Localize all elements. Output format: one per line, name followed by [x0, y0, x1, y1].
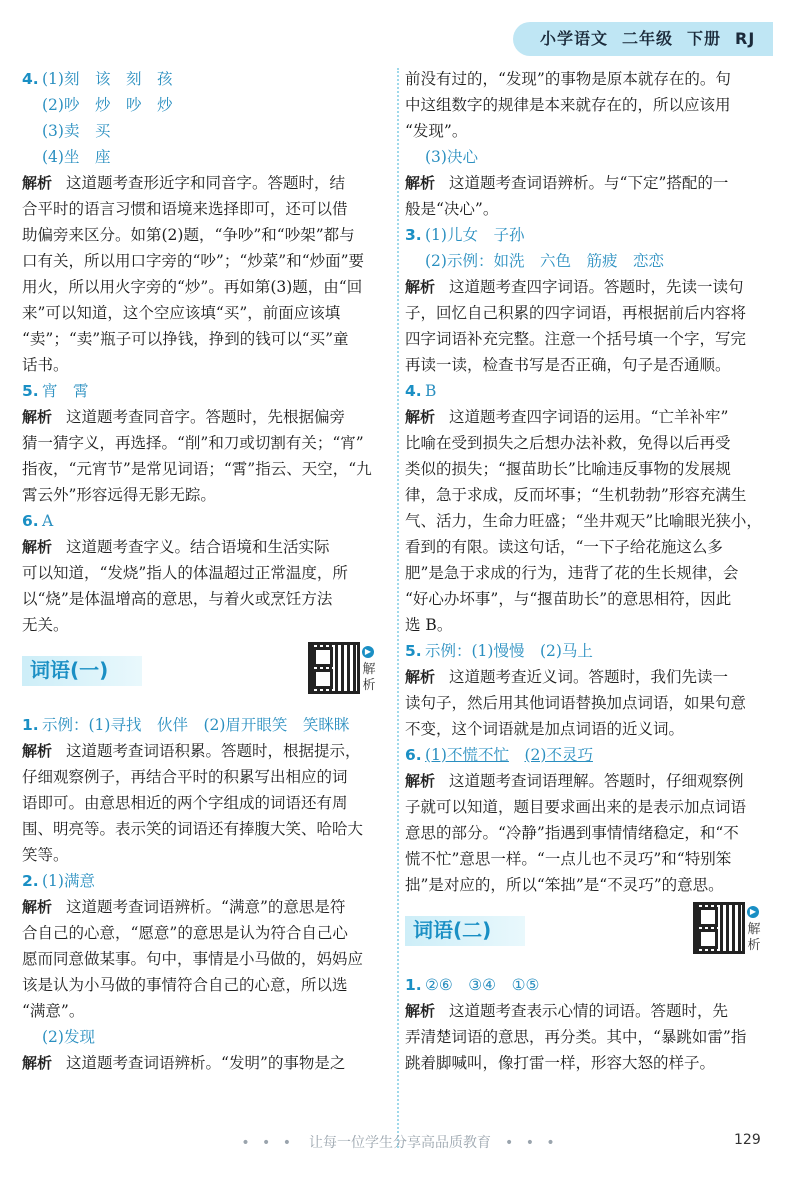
analysis-line [22, 404, 372, 430]
section-heading [22, 642, 376, 712]
analysis-text: 这道题考查形近字和同音字。答题时，结 [66, 174, 346, 192]
analysis-line: 合平时的语言习惯和语境来选择即可，还可以借 [22, 200, 348, 218]
question-number: 6. [405, 746, 422, 764]
answer-text: B [425, 382, 437, 400]
analysis-tag: 解析 [22, 742, 53, 760]
analysis-line: “好心办坏事”，与“揠苗助长”的意思相符，因此 [405, 590, 732, 608]
analysis-line [22, 894, 372, 920]
analysis-tag: 解析 [22, 538, 53, 556]
analysis-line: 以“烧”是体温增高的意思，与着火或烹饪方法 [22, 590, 333, 608]
analysis-text: 这道题考查词语辨析。“发明”的事物是之 [66, 1054, 346, 1072]
analysis-line: 选 B。 [405, 616, 453, 634]
page-header [540, 26, 769, 49]
section-title: 词语(二) [413, 918, 492, 942]
footer-dots: • • • [505, 1135, 559, 1151]
analysis-line: 律，急于求成，反而坏事；“生机勃勃”形容充满生 [405, 486, 747, 504]
analysis-line: “满意”。 [22, 1002, 85, 1020]
header-grade: 二年级 [622, 29, 674, 48]
play-icon: ▶ [362, 646, 374, 658]
answer-text: A [42, 512, 54, 530]
analysis-line: 看到的有限。读这句话，“一下子给花施这么多 [405, 538, 723, 556]
answer-line [22, 868, 372, 894]
analysis-tag: 解析 [22, 174, 53, 192]
analysis-line [405, 664, 775, 690]
footer-dots: • • • [241, 1135, 295, 1151]
analysis-text: 这道题考查近义词。答题时，我们先读一 [449, 668, 729, 686]
analysis-line [405, 998, 775, 1024]
analysis-line: “卖”；“卖”瓶子可以挣钱，挣到的钱可以“买”童 [22, 330, 349, 348]
analysis-text: 这道题考查词语辨析。“满意”的意思是符 [66, 898, 346, 916]
analysis-line: 弄清楚词语的意思，再分类。其中，“暴跳如雷”指 [405, 1028, 747, 1046]
analysis-text: 这道题考查词语理解。答题时，仔细观察例 [449, 772, 744, 790]
analysis-line: 指夜，“元宵节”是常见词语；“霄”指云、天空，“九 [22, 460, 372, 478]
header-term: 下册 [687, 29, 722, 48]
qr-label: 解析 [747, 922, 761, 953]
analysis-text: 这道题考查字义。结合语境和生活实际 [66, 538, 330, 556]
analysis-line: 气、活力，生命力旺盛；“坐井观天”比喻眼光狭小， [405, 512, 762, 530]
qr-code-icon[interactable] [693, 902, 745, 954]
answer-text: (1)刻 该 刻 孩 [42, 70, 173, 88]
answer-line [405, 742, 775, 768]
question-number: 4. [22, 70, 39, 88]
answer-line [22, 144, 372, 170]
question-number: 3. [405, 226, 422, 244]
analysis-line: 再读一读，检查书写是否正确，句子是否通顺。 [405, 356, 731, 374]
analysis-text: 这道题考查四字词语的运用。“亡羊补牢” [449, 408, 729, 426]
analysis-line: 慌不忙”意思一样。“一点儿也不灵巧”和“特别笨 [405, 850, 732, 868]
analysis-line: 话书。 [22, 356, 69, 374]
analysis-text: 这道题考查词语积累。答题时，根据提示， [66, 742, 361, 760]
analysis-line [405, 404, 775, 430]
analysis-line: 助偏旁来区分。如第(2)题，“争吵”和“吵架”都与 [22, 226, 355, 244]
analysis-line: 四字词语补充完整。注意一个括号填一个字，写完 [405, 330, 747, 348]
answer-text: (2)发现 [42, 1028, 95, 1046]
analysis-line: 子就可以知道，题目要求画出来的是表示加点词语 [405, 798, 747, 816]
question-number: 1. [405, 976, 422, 994]
qr-label: 解析 [362, 662, 376, 693]
right-column [405, 66, 775, 1076]
analysis-text: 这道题考查四字词语。答题时，先读一读句 [449, 278, 744, 296]
analysis-line: 霄云外”形容远得无影无踪。 [22, 486, 216, 504]
analysis-tag: 解析 [405, 1002, 436, 1020]
analysis-line: 读句子，然后用其他词语替换加点词语，如果句意 [405, 694, 747, 712]
answer-line [405, 378, 775, 404]
analysis-line [405, 274, 775, 300]
header-edition: RJ [735, 29, 756, 48]
analysis-tag: 解析 [22, 408, 53, 426]
analysis-text: 这道题考查词语辨析。与“下定”搭配的一 [449, 174, 729, 192]
question-number: 5. [22, 382, 39, 400]
analysis-line: 笑等。 [22, 846, 69, 864]
analysis-line: “发现”。 [405, 122, 468, 140]
analysis-line: 仔细观察例子，再结合平时的积累写出相应的词 [22, 768, 348, 786]
answer-text: (4)坐 座 [42, 148, 111, 166]
analysis-line: 该是认为小马做的事情符合自己的心意，所以选 [22, 976, 348, 994]
answer-text: (2)不灵巧 [524, 746, 593, 764]
analysis-line: 前没有过的，“发现”的事物是原本就存在的。句 [405, 70, 731, 88]
header-subject: 小学语文 [540, 29, 609, 48]
answer-line [405, 222, 775, 248]
question-number: 1. [22, 716, 39, 734]
analysis-text: 这道题考查表示心情的词语。答题时，先 [449, 1002, 729, 1020]
analysis-text: 这道题考查同音字。答题时，先根据偏旁 [66, 408, 346, 426]
play-icon: ▶ [747, 906, 759, 918]
analysis-line: 口有关，所以用口字旁的“吵”；“炒菜”和“炒面”要 [22, 252, 365, 270]
analysis-line: 肥”是急于求成的行为，违背了花的生长规律，会 [405, 564, 739, 582]
analysis-tag: 解析 [405, 174, 436, 192]
analysis-line: 合自己的心意，“愿意”的意思是认为符合自己心 [22, 924, 348, 942]
question-number: 5. [405, 642, 422, 660]
analysis-line [22, 1050, 372, 1076]
answer-text: (1)不慌不忙 [425, 746, 509, 764]
analysis-tag: 解析 [405, 772, 436, 790]
analysis-tag: 解析 [22, 898, 53, 916]
question-number: 6. [22, 512, 39, 530]
analysis-line: 意思的部分。“冷静”指遇到事情情绪稳定，和“不 [405, 824, 739, 842]
analysis-line: 拙”是对应的，所以“笨拙”是“不灵巧”的意思。 [405, 876, 724, 894]
analysis-line: 围、明亮等。表示笑的词语还有捧腹大笑、哈哈大 [22, 820, 364, 838]
answer-text: (1)儿女 子孙 [425, 226, 525, 244]
answer-line [22, 508, 372, 534]
answer-line [405, 248, 775, 274]
answer-line [22, 1024, 372, 1050]
answer-line [22, 66, 372, 92]
answer-line [405, 638, 775, 664]
analysis-line: 来”可以知道，这个空应该填“买”，前面应该填 [22, 304, 341, 322]
analysis-tag: 解析 [405, 278, 436, 296]
column-divider [397, 68, 399, 1148]
analysis-line: 不变，这个词语就是加点词语的近义词。 [405, 720, 685, 738]
analysis-line: 猜一猜字义，再选择。“削”和刀或切割有关；“宵” [22, 434, 364, 452]
analysis-line: 子，回忆自己积累的四字词语，再根据前后内容将 [405, 304, 747, 322]
analysis-tag: 解析 [405, 668, 436, 686]
answer-text: (2)吵 炒 吵 炒 [42, 96, 173, 114]
analysis-line [22, 170, 372, 196]
analysis-line: 般是“决心”。 [405, 200, 499, 218]
analysis-line [405, 170, 775, 196]
analysis-line [405, 768, 775, 794]
question-number: 4. [405, 382, 422, 400]
analysis-tag: 解析 [405, 408, 436, 426]
answer-text: 示例：(1)慢慢 (2)马上 [425, 642, 593, 660]
analysis-line: 无关。 [22, 616, 69, 634]
analysis-line [22, 738, 372, 764]
answer-line [22, 92, 372, 118]
page-footer [0, 1132, 800, 1152]
page-number: 129 [734, 1132, 761, 1148]
analysis-line [22, 534, 372, 560]
answer-text: (3)卖 买 [42, 122, 111, 140]
analysis-line: 跳着脚喊叫，像打雷一样，形容大怒的样子。 [405, 1054, 716, 1072]
answer-text: (3)决心 [425, 148, 478, 166]
analysis-line: 中这组数字的规律是本来就存在的，所以应该用 [405, 96, 731, 114]
footer-slogan: 让每一位学生分享高品质教育 [309, 1135, 491, 1151]
left-column [22, 66, 376, 1076]
answer-line [22, 378, 372, 404]
analysis-line: 用火，所以用火字旁的“炒”。再如第(3)题，由“回 [22, 278, 363, 296]
analysis-line: 愿而同意做某事。句中，事情是小马做的，妈妈应 [22, 950, 364, 968]
analysis-line: 比喻在受到损失之后想办法补救，免得以后再受 [405, 434, 731, 452]
answer-text: (1)满意 [42, 872, 95, 890]
question-number: 2. [22, 872, 39, 890]
answer-line [22, 118, 372, 144]
answer-text: 宵 霄 [42, 382, 89, 400]
section-title: 词语(一) [30, 658, 109, 682]
analysis-line: 可以知道，“发烧”指人的体温超过正常温度，所 [22, 564, 348, 582]
answer-line [405, 144, 775, 170]
answer-text: 示例：(1)寻找 伙伴 (2)眉开眼笑 笑眯眯 [42, 716, 350, 734]
answer-text: ②⑥ ③④ ①⑤ [425, 976, 540, 994]
section-heading [405, 902, 775, 972]
analysis-line: 语即可。由意思相近的两个字组成的词语还有周 [22, 794, 348, 812]
answer-line [22, 712, 372, 738]
answer-line [405, 972, 775, 998]
analysis-tag: 解析 [22, 1054, 53, 1072]
answer-text: (2)示例：如洗 六色 筋疲 恋恋 [425, 252, 664, 270]
analysis-line: 类似的损失；“揠苗助长”比喻违反事物的发展规 [405, 460, 731, 478]
qr-code-icon[interactable] [308, 642, 360, 694]
